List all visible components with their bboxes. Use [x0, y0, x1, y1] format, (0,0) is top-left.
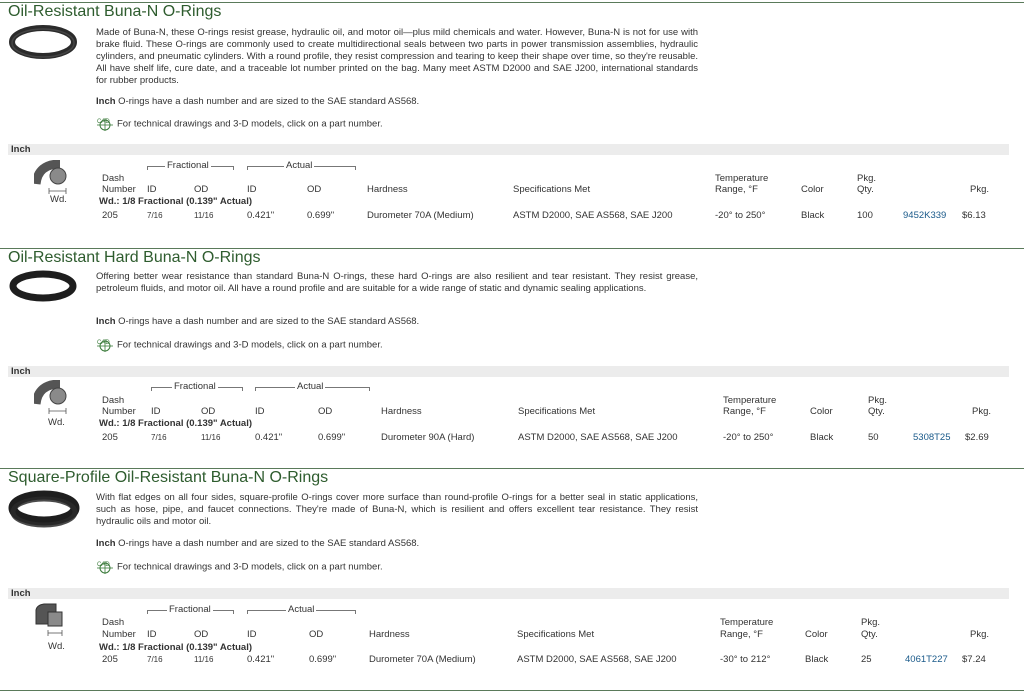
o-ring-square-image [8, 488, 80, 528]
price-cell: $2.69 [965, 432, 989, 443]
actual-id-cell: 0.421" [247, 210, 275, 221]
group-tick [233, 166, 234, 170]
group-tick [147, 166, 148, 170]
svg-text:CAD: CAD [97, 562, 110, 568]
dash-cell: 205 [102, 210, 118, 221]
qty-header-2: Qty. [857, 184, 874, 195]
hardness-cell: Durometer 70A (Medium) [369, 654, 476, 665]
actual-od-header: OD [309, 629, 324, 640]
cad-icon[interactable] [96, 560, 114, 574]
qty-header: Pkg. [861, 617, 881, 628]
inch-note: Inch O-rings have a dash number and are sized to the SAE standard AS568. [96, 538, 420, 549]
frac-od-cell: 11/16 [194, 655, 214, 664]
frac-od-cell: 11/16 [194, 211, 214, 220]
actual-od-cell: 0.699" [318, 432, 346, 443]
section-description: Made of Buna-N, these O-rings resist grease, hydraulic oil, and motor oil—plus mild chemicals and water. However, Buna-N is not for use with brake fluid. These O-rings are commonly used to create multidirectional seals between two parts in power transmission assemblies, hydraulic cylinders, and pneumatic cylinders. With a round profile, they resist compression and tearing to keep their shape over time, so they're reusable. All have shelf life, cure date, and a traceable lot number printed on the bag. Many meet ASTM D2000 and SAE J200, international standards for rubber products. [96, 27, 698, 86]
group-tick [355, 610, 356, 614]
actual-od-cell: 0.699" [307, 210, 335, 221]
unit-bar: Inch [8, 144, 1009, 155]
temp-cell: -30° to 212° [720, 654, 771, 665]
dash-cell: 205 [102, 654, 118, 665]
specs-header: Specifications Met [518, 406, 596, 417]
group-tick [233, 610, 234, 614]
dash-cell: 205 [102, 432, 118, 443]
cad-icon[interactable] [96, 338, 114, 352]
section-title: Oil-Resistant Buna-N O-Rings [8, 3, 222, 20]
group-tick [247, 610, 248, 614]
inch-note: Inch O-rings have a dash number and are sized to the SAE standard AS568. [96, 96, 420, 107]
profile-width-label: Wd. [48, 641, 65, 652]
frac-id-header: ID [151, 406, 161, 417]
part-number-link[interactable]: 9452K339 [903, 210, 947, 221]
group-tick [355, 166, 356, 170]
specs-cell: ASTM D2000, SAE AS568, SAE J200 [517, 654, 677, 665]
qty-cell: 100 [857, 210, 873, 221]
actual-od-cell: 0.699" [309, 654, 337, 665]
frac-id-cell: 7/16 [147, 655, 163, 664]
dash-header: Dash [102, 617, 125, 628]
cad-note: CAD For technical drawings and 3-D models, click on a part number. [97, 118, 383, 130]
hardness-cell: Durometer 70A (Medium) [367, 210, 474, 221]
temp-cell: -20° to 250° [723, 432, 774, 443]
price-cell: $6.13 [962, 210, 986, 221]
temp-header-2: Range, °F [715, 184, 758, 195]
price-header: Pkg. [972, 406, 992, 417]
section-title: Square-Profile Oil-Resistant Buna-N O-Rings [8, 469, 329, 486]
temp-header-2: Range, °F [723, 406, 766, 417]
color-header: Color [805, 629, 828, 640]
qty-header: Pkg. [868, 395, 888, 406]
actual-group-label: Actual [286, 160, 313, 171]
actual-group-label: Actual [288, 604, 315, 615]
svg-text:CAD: CAD [97, 340, 110, 346]
frac-id-cell: 7/16 [151, 433, 167, 442]
unit-bar: Inch [8, 366, 1009, 377]
frac-id-cell: 7/16 [147, 211, 163, 220]
actual-id-cell: 0.421" [255, 432, 283, 443]
section-description: With flat edges on all four sides, square-profile O-rings cover more surface than round-profile O-rings for a better seal in static applications, such as hose, pipe, and faucet connections. They're made of Buna-N, which is resilient and offers excellent tear resistance. They resist hydraulic oils and motor oil. [96, 492, 698, 527]
frac-id-header: ID [147, 184, 157, 195]
qty-header-2: Qty. [868, 406, 885, 417]
group-tick [247, 166, 248, 170]
qty-header-2: Qty. [861, 629, 878, 640]
fractional-group-label: Fractional [167, 160, 209, 171]
frac-od-header: OD [201, 406, 216, 417]
product-section-square-profile [0, 468, 1024, 690]
svg-text:CAD: CAD [97, 119, 110, 125]
o-ring-hard-image [8, 268, 78, 308]
width-subheader: Wd.: 1/8 Fractional (0.139" Actual) [99, 196, 253, 207]
temp-cell: -20° to 250° [715, 210, 766, 221]
dash-header-2: Number [102, 184, 136, 195]
square-profile-icon [34, 602, 72, 646]
actual-group-label: Actual [297, 381, 324, 392]
dash-header-2: Number [102, 406, 136, 417]
group-tick [151, 387, 152, 391]
frac-od-header: OD [194, 629, 209, 640]
dash-header-2: Number [102, 629, 136, 640]
part-number-link[interactable]: 4061T227 [905, 654, 948, 665]
o-ring-round-image [8, 23, 78, 63]
frac-od-header: OD [194, 184, 209, 195]
dash-header: Dash [102, 395, 125, 406]
temp-header: Temperature [715, 173, 769, 184]
specs-cell: ASTM D2000, SAE AS568, SAE J200 [518, 432, 678, 443]
specs-header: Specifications Met [517, 629, 595, 640]
actual-id-header: ID [255, 406, 265, 417]
group-tick [147, 610, 148, 614]
page-bottom-divider [0, 690, 1024, 691]
specs-header: Specifications Met [513, 184, 591, 195]
group-tick [369, 387, 370, 391]
actual-od-header: OD [318, 406, 333, 417]
actual-id-cell: 0.421" [247, 654, 275, 665]
hardness-cell: Durometer 90A (Hard) [381, 432, 475, 443]
width-subheader: Wd.: 1/8 Fractional (0.139" Actual) [99, 642, 253, 653]
product-section-oil-resistant-buna-n [0, 2, 1024, 224]
part-number-link[interactable]: 5308T25 [913, 432, 951, 443]
profile-width-label: Wd. [50, 194, 67, 205]
frac-id-header: ID [147, 629, 157, 640]
actual-id-header: ID [247, 629, 257, 640]
unit-bar: Inch [8, 588, 1009, 599]
hardness-header: Hardness [367, 184, 408, 195]
section-title: Oil-Resistant Hard Buna-N O-Rings [8, 249, 261, 266]
frac-od-cell: 11/16 [201, 433, 221, 442]
qty-cell: 25 [861, 654, 872, 665]
section-description: Offering better wear resistance than standard Buna-N O-rings, these hard O-rings are also resilient and tear resistant. They resist grease, petroleum fluids, and motor oil. All have a round profile and are suitable for a wide range of static and dynamic sealing applications. [96, 271, 698, 294]
temp-header: Temperature [720, 617, 774, 628]
profile-width-label: Wd. [48, 417, 65, 428]
dash-header: Dash [102, 173, 125, 184]
product-section-hard-buna-n [0, 248, 1024, 470]
actual-id-header: ID [247, 184, 257, 195]
actual-od-header: OD [307, 184, 322, 195]
color-header: Color [801, 184, 824, 195]
hardness-header: Hardness [381, 406, 422, 417]
price-header: Pkg. [970, 184, 990, 195]
temp-header: Temperature [723, 395, 777, 406]
price-cell: $7.24 [962, 654, 986, 665]
specs-cell: ASTM D2000, SAE AS568, SAE J200 [513, 210, 673, 221]
color-cell: Black [810, 432, 834, 443]
cad-note: CAD For technical drawings and 3-D models, click on a part number. [97, 339, 383, 351]
price-header: Pkg. [970, 629, 990, 640]
temp-header-2: Range, °F [720, 629, 763, 640]
cad-icon[interactable] [96, 117, 114, 131]
fractional-group-label: Fractional [174, 381, 216, 392]
width-subheader: Wd.: 1/8 Fractional (0.139" Actual) [99, 418, 253, 429]
inch-note: Inch O-rings have a dash number and are sized to the SAE standard AS568. [96, 316, 420, 327]
group-tick [242, 387, 243, 391]
cad-note: CAD For technical drawings and 3-D models, click on a part number. [97, 561, 383, 573]
qty-cell: 50 [868, 432, 879, 443]
color-cell: Black [801, 210, 825, 221]
group-tick [255, 387, 256, 391]
color-header: Color [810, 406, 833, 417]
hardness-header: Hardness [369, 629, 410, 640]
fractional-group-label: Fractional [169, 604, 211, 615]
qty-header: Pkg. [857, 173, 877, 184]
color-cell: Black [805, 654, 829, 665]
